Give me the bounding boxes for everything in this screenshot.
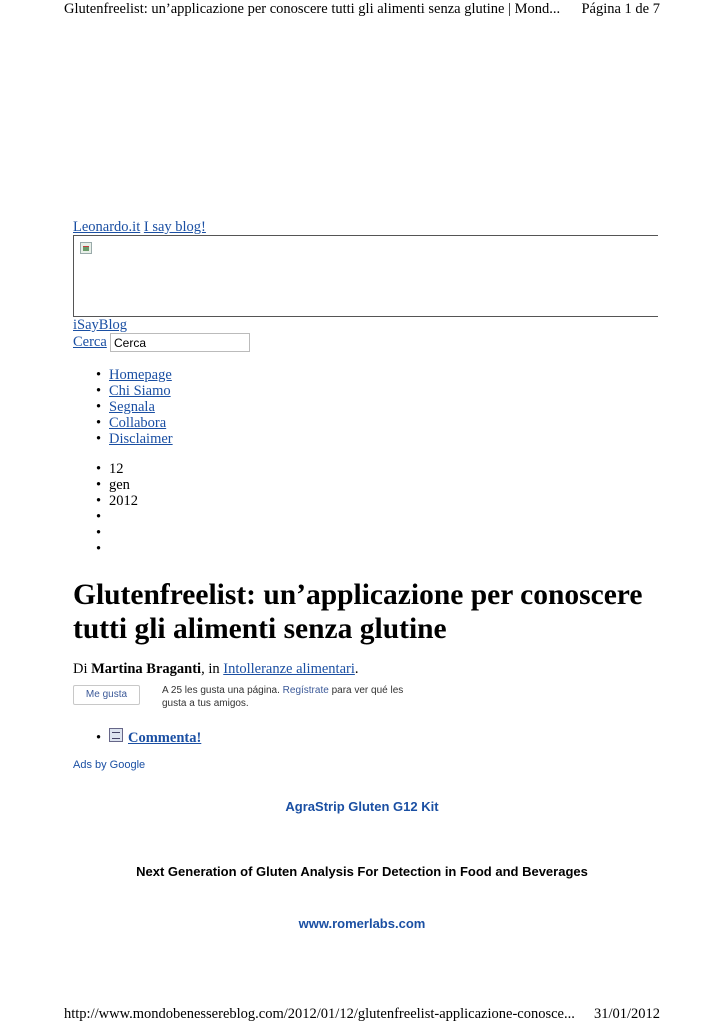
post-title: Glutenfreelist: un’applicazione per conoscere tutti gli alimenti senza glutine: [73, 579, 643, 645]
date-year: • 2012: [73, 493, 138, 509]
date-month: • gen: [73, 477, 138, 493]
bullet: •: [96, 730, 102, 746]
byline-end: .: [354, 661, 359, 677]
empty-list-item: [73, 525, 138, 541]
menu-item-disclaimer: [73, 431, 173, 447]
search-input[interactable]: [110, 333, 250, 352]
top-links: [73, 219, 206, 236]
comment-link[interactable]: Commenta!: [128, 730, 202, 746]
menu-link-segnala[interactable]: Segnala: [109, 399, 155, 415]
menu-item-segnala: [73, 399, 173, 415]
empty-list-item: [73, 541, 138, 557]
menu-item-homepage: [73, 367, 173, 383]
menu-link-homepage[interactable]: Homepage: [109, 367, 172, 383]
isay-blog-link[interactable]: I say blog!: [143, 219, 206, 235]
menu-link-chi-siamo[interactable]: Chi Siamo: [109, 383, 171, 399]
post-byline: [73, 661, 359, 678]
isayblog-link[interactable]: iSayBlog: [73, 317, 127, 333]
post-date: [73, 461, 138, 557]
byline-prefix: Di: [73, 661, 92, 677]
category-link[interactable]: Intolleranze alimentari: [223, 661, 355, 677]
print-header-page: Página 1 de 7: [581, 1, 660, 17]
broken-image-icon: [80, 242, 92, 254]
banner-frame: [73, 235, 658, 317]
empty-list-item: [73, 509, 138, 525]
nav-menu: [73, 367, 173, 447]
register-link[interactable]: Regístrate: [282, 685, 329, 696]
like-button[interactable]: Me gusta: [73, 685, 140, 705]
menu-item-collabora: [73, 415, 173, 431]
date-day: • 12: [73, 461, 138, 477]
like-count-text: A 25 les gusta una página.: [162, 685, 283, 696]
leonardo-link[interactable]: Leonardo.it: [73, 219, 141, 235]
comment-icon[interactable]: [109, 728, 123, 742]
menu-link-disclaimer[interactable]: Disclaimer: [109, 431, 173, 447]
like-info: [162, 684, 412, 710]
ad-url[interactable]: www.romerlabs.com: [298, 916, 426, 931]
ad-description: Next Generation of Gluten Analysis For Detection in Food and Beverages: [136, 864, 588, 879]
post-author: Martina Braganti: [91, 661, 202, 677]
like-friends-text: para ver qué les gusta a tus amigos.: [162, 685, 404, 709]
byline-in: , in: [201, 661, 224, 677]
print-footer-date: 31/01/2012: [593, 1006, 660, 1022]
menu-link-collabora[interactable]: Collabora: [109, 415, 167, 431]
search-label[interactable]: Cerca: [73, 334, 107, 350]
print-header-title: Glutenfreelist: un’applicazione per conoscere tutti gli alimenti senza glutine | Mond...: [64, 1, 561, 17]
print-footer-url: http://www.mondobenessereblog.com/2012/01/12/glutenfreelist-applicazione-conosce...: [64, 1006, 575, 1022]
ad-title[interactable]: AgraStrip Gluten G12 Kit: [285, 799, 439, 814]
menu-item-chi-siamo: [73, 383, 173, 399]
ads-by-google[interactable]: Ads by Google: [73, 759, 146, 771]
